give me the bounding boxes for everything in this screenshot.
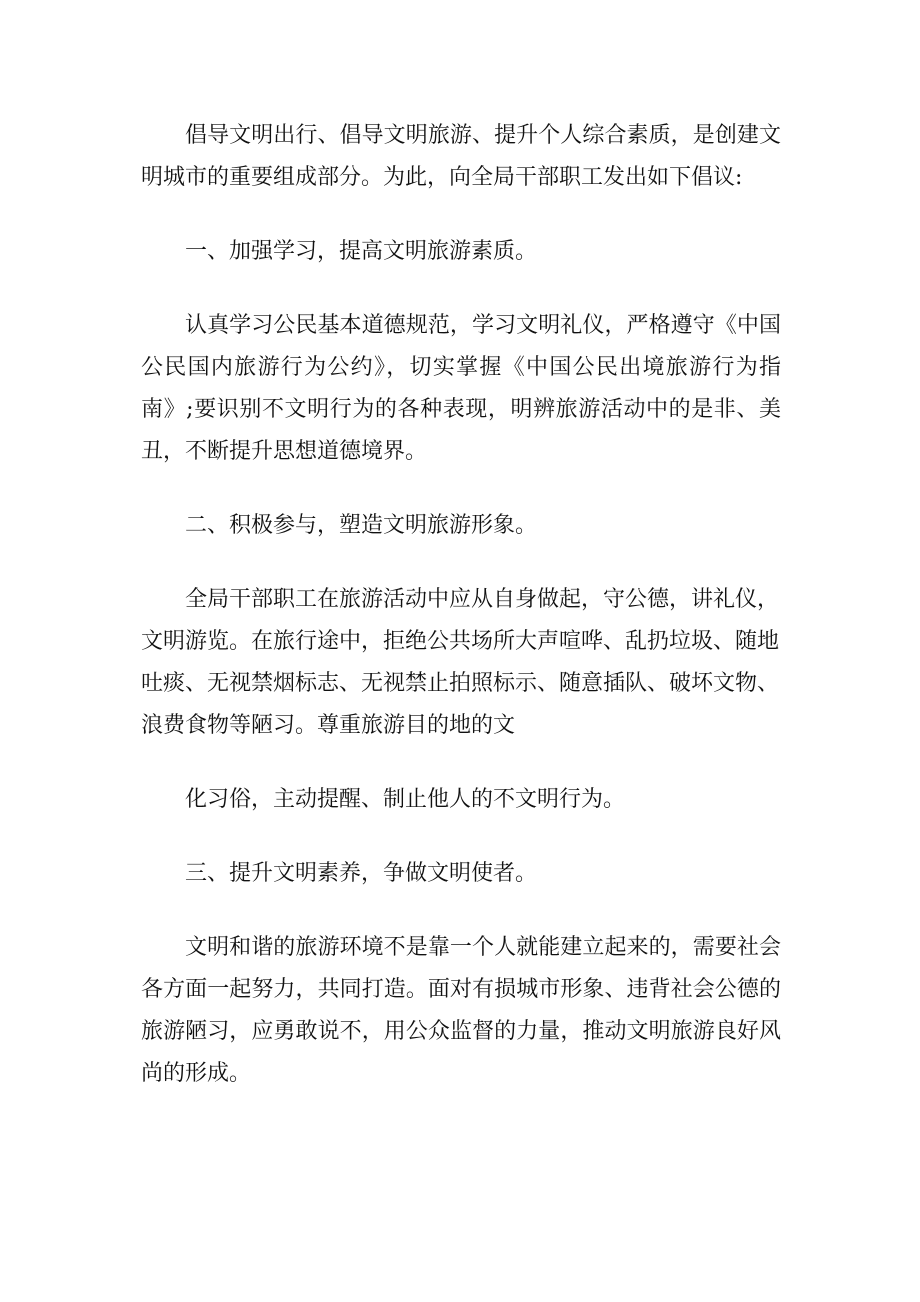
paragraph-intro: 倡导文明出行、倡导文明旅游、提升个人综合素质，是创建文明城市的重要组成部分。为此，向全局干部职工发出如下倡议: [141,123,781,190]
heading-section-3: 三、提升文明素养，争做文明使者。 [185,861,538,886]
paragraph-section-2-part-1: 全局干部职工在旅游活动中应从自身做起，守公德，讲礼仪，文明游览。在旅行途中，拒绝公共场所大声喧哗、乱扔垃圾、随地吐痰、无视禁烟标志、无视禁止拍照标示、随意插队、破坏文物、浪费食物等陋习。尊重旅游目的地的文 [141,587,780,738]
paragraph-section-2-part-2: 化习俗，主动提醒、制止他人的不文明行为。 [185,787,626,812]
document-body [141,115,781,1127]
paragraph-section-3: 文明和谐的旅游环境不是靠一个人就能建立起来的，需要社会各方面一起努力，共同打造。面对有损城市形象、违背社会公德的旅游陋习，应勇敢说不，用公众监督的力量，推动文明旅游良好风尚的形成。 [141,935,781,1086]
paragraph-section-1: 认真学习公民基本道德规范，学习文明礼仪，严格遵守《中国公民国内旅游行为公约》，切实掌握《中国公民出境旅游行为指南》;要识别不文明行为的各种表现，明辨旅游活动中的是非、美丑，不断提升思想道德境界。 [141,313,781,464]
heading-section-2: 二、积极参与，塑造文明旅游形象。 [185,513,538,538]
heading-section-1: 一、加强学习，提高文明旅游素质。 [185,239,538,264]
